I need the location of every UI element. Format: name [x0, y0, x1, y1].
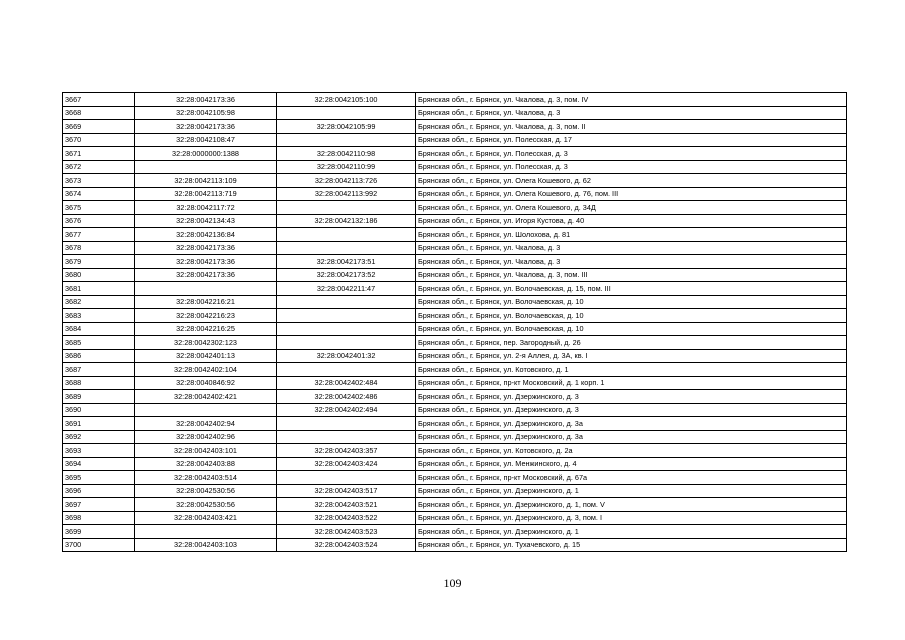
row-number-cell: 3668: [63, 106, 135, 120]
table-row: [63, 457, 847, 471]
address-cell: Брянская обл., г. Брянск, ул. Полесская, д. 3: [416, 147, 847, 161]
object-cadastral-number-cell: [277, 106, 416, 120]
row-number-cell: 3677: [63, 228, 135, 242]
land-cadastral-number-cell: 32:28:0042117:72: [135, 201, 277, 215]
row-number-cell: 3696: [63, 484, 135, 498]
land-cadastral-number-cell: 32:28:0042113:719: [135, 187, 277, 201]
table-row: [63, 93, 847, 107]
table-row: [63, 268, 847, 282]
address-cell: Брянская обл., г. Брянск, ул. 2-я Аллея, д. 3А, кв. I: [416, 349, 847, 363]
object-cadastral-number-cell: 32:28:0042401:32: [277, 349, 416, 363]
object-cadastral-number-cell: 32:28:0042403:524: [277, 538, 416, 552]
table-row: [63, 349, 847, 363]
row-number-cell: 3680: [63, 268, 135, 282]
row-number-cell: 3698: [63, 511, 135, 525]
land-cadastral-number-cell: [135, 525, 277, 539]
table-row: [63, 174, 847, 188]
land-cadastral-number-cell: 32:28:0042402:421: [135, 390, 277, 404]
table-row: [63, 498, 847, 512]
table-row: [63, 201, 847, 215]
object-cadastral-number-cell: 32:28:0042173:51: [277, 255, 416, 269]
table-row: [63, 484, 847, 498]
row-number-cell: 3679: [63, 255, 135, 269]
address-cell: Брянская обл., г. Брянск, ул. Волочаевская, д. 10: [416, 309, 847, 323]
land-cadastral-number-cell: 32:28:0042105:98: [135, 106, 277, 120]
table-row: [63, 376, 847, 390]
address-cell: Брянская обл., г. Брянск, ул. Чкалова, д. 3, пом. III: [416, 268, 847, 282]
land-cadastral-number-cell: 32:28:0040846:92: [135, 376, 277, 390]
address-cell: Брянская обл., г. Брянск, ул. Дзержинского, д. 3: [416, 390, 847, 404]
row-number-cell: 3695: [63, 471, 135, 485]
object-cadastral-number-cell: 32:28:0042105:100: [277, 93, 416, 107]
register-table-body: [63, 93, 847, 552]
row-number-cell: 3671: [63, 147, 135, 161]
land-cadastral-number-cell: 32:28:0042113:109: [135, 174, 277, 188]
row-number-cell: 3687: [63, 363, 135, 377]
object-cadastral-number-cell: [277, 295, 416, 309]
row-number-cell: 3692: [63, 430, 135, 444]
address-cell: Брянская обл., г. Брянск, пр-кт Московский, д. 1 корп. 1: [416, 376, 847, 390]
object-cadastral-number-cell: 32:28:0042403:523: [277, 525, 416, 539]
object-cadastral-number-cell: [277, 309, 416, 323]
object-cadastral-number-cell: [277, 228, 416, 242]
object-cadastral-number-cell: 32:28:0042402:484: [277, 376, 416, 390]
object-cadastral-number-cell: 32:28:0042132:186: [277, 214, 416, 228]
row-number-cell: 3672: [63, 160, 135, 174]
row-number-cell: 3669: [63, 120, 135, 134]
object-cadastral-number-cell: 32:28:0042403:357: [277, 444, 416, 458]
row-number-cell: 3678: [63, 241, 135, 255]
object-cadastral-number-cell: 32:28:0042105:99: [277, 120, 416, 134]
table-row: [63, 511, 847, 525]
row-number-cell: 3681: [63, 282, 135, 296]
address-cell: Брянская обл., г. Брянск, ул. Полесская, д. 3: [416, 160, 847, 174]
land-cadastral-number-cell: [135, 403, 277, 417]
table-row: [63, 417, 847, 431]
address-cell: Брянская обл., г. Брянск, ул. Дзержинского, д. 1: [416, 484, 847, 498]
table-row: [63, 282, 847, 296]
address-cell: Брянская обл., г. Брянск, ул. Менжинского, д. 4: [416, 457, 847, 471]
land-cadastral-number-cell: 32:28:0042530:56: [135, 484, 277, 498]
object-cadastral-number-cell: [277, 363, 416, 377]
address-cell: Брянская обл., г. Брянск, ул. Котовского, д. 1: [416, 363, 847, 377]
table-row: [63, 471, 847, 485]
address-cell: Брянская обл., г. Брянск, ул. Дзержинского, д. 1, пом. V: [416, 498, 847, 512]
table-row: [63, 228, 847, 242]
row-number-cell: 3694: [63, 457, 135, 471]
row-number-cell: 3674: [63, 187, 135, 201]
object-cadastral-number-cell: 32:28:0042403:517: [277, 484, 416, 498]
address-cell: Брянская обл., г. Брянск, пер. Загородный, д. 26: [416, 336, 847, 350]
land-cadastral-number-cell: 32:28:0042402:96: [135, 430, 277, 444]
row-number-cell: 3700: [63, 538, 135, 552]
land-cadastral-number-cell: 32:28:0042216:21: [135, 295, 277, 309]
address-cell: Брянская обл., г. Брянск, ул. Олега Кошевого, д. 62: [416, 174, 847, 188]
table-row: [63, 187, 847, 201]
row-number-cell: 3697: [63, 498, 135, 512]
property-register-table: [62, 92, 847, 552]
land-cadastral-number-cell: 32:28:0042216:23: [135, 309, 277, 323]
row-number-cell: 3676: [63, 214, 135, 228]
land-cadastral-number-cell: 32:28:0042403:103: [135, 538, 277, 552]
land-cadastral-number-cell: 32:28:0042403:88: [135, 457, 277, 471]
table-row: [63, 336, 847, 350]
address-cell: Брянская обл., г. Брянск, ул. Полесская, д. 17: [416, 133, 847, 147]
address-cell: Брянская обл., г. Брянск, ул. Дзержинского, д. 3а: [416, 417, 847, 431]
object-cadastral-number-cell: [277, 241, 416, 255]
object-cadastral-number-cell: 32:28:0042113:726: [277, 174, 416, 188]
object-cadastral-number-cell: [277, 471, 416, 485]
table-row: [63, 295, 847, 309]
row-number-cell: 3675: [63, 201, 135, 215]
object-cadastral-number-cell: 32:28:0042110:99: [277, 160, 416, 174]
land-cadastral-number-cell: 32:28:0042401:13: [135, 349, 277, 363]
table-row: [63, 214, 847, 228]
object-cadastral-number-cell: [277, 430, 416, 444]
table-row: [63, 241, 847, 255]
row-number-cell: 3685: [63, 336, 135, 350]
table-row: [63, 430, 847, 444]
object-cadastral-number-cell: 32:28:0042211:47: [277, 282, 416, 296]
page-number: 109: [443, 576, 462, 590]
address-cell: Брянская обл., г. Брянск, ул. Чкалова, д. 3: [416, 255, 847, 269]
object-cadastral-number-cell: [277, 417, 416, 431]
address-cell: Брянская обл., г. Брянск, пр-кт Московский, д. 67а: [416, 471, 847, 485]
row-number-cell: 3684: [63, 322, 135, 336]
row-number-cell: 3693: [63, 444, 135, 458]
land-cadastral-number-cell: 32:28:0042173:36: [135, 120, 277, 134]
object-cadastral-number-cell: 32:28:0042402:486: [277, 390, 416, 404]
object-cadastral-number-cell: [277, 336, 416, 350]
address-cell: Брянская обл., г. Брянск, ул. Котовского, д. 2а: [416, 444, 847, 458]
land-cadastral-number-cell: 32:28:0042402:94: [135, 417, 277, 431]
address-cell: Брянская обл., г. Брянск, ул. Чкалова, д. 3, пом. II: [416, 120, 847, 134]
table-row: [63, 133, 847, 147]
land-cadastral-number-cell: 32:28:0042302:123: [135, 336, 277, 350]
table-row: [63, 322, 847, 336]
address-cell: Брянская обл., г. Брянск, ул. Шолохова, д. 81: [416, 228, 847, 242]
table-row: [63, 363, 847, 377]
address-cell: Брянская обл., г. Брянск, ул. Дзержинского, д. 3: [416, 403, 847, 417]
table-row: [63, 390, 847, 404]
table-row: [63, 538, 847, 552]
land-cadastral-number-cell: 32:28:0042136:84: [135, 228, 277, 242]
row-number-cell: 3667: [63, 93, 135, 107]
row-number-cell: 3683: [63, 309, 135, 323]
row-number-cell: 3688: [63, 376, 135, 390]
address-cell: Брянская обл., г. Брянск, ул. Олега Кошевого, д. 34Д: [416, 201, 847, 215]
object-cadastral-number-cell: 32:28:0042173:52: [277, 268, 416, 282]
land-cadastral-number-cell: 32:28:0042403:514: [135, 471, 277, 485]
land-cadastral-number-cell: 32:28:0042173:36: [135, 241, 277, 255]
object-cadastral-number-cell: [277, 133, 416, 147]
address-cell: Брянская обл., г. Брянск, ул. Волочаевская, д. 10: [416, 295, 847, 309]
row-number-cell: 3686: [63, 349, 135, 363]
land-cadastral-number-cell: 32:28:0000000:1388: [135, 147, 277, 161]
address-cell: Брянская обл., г. Брянск, ул. Олега Кошевого, д. 76, пом. III: [416, 187, 847, 201]
land-cadastral-number-cell: 32:28:0042530:56: [135, 498, 277, 512]
table-row: [63, 403, 847, 417]
address-cell: Брянская обл., г. Брянск, ул. Дзержинского, д. 3а: [416, 430, 847, 444]
row-number-cell: 3673: [63, 174, 135, 188]
object-cadastral-number-cell: 32:28:0042403:522: [277, 511, 416, 525]
object-cadastral-number-cell: [277, 322, 416, 336]
row-number-cell: 3689: [63, 390, 135, 404]
land-cadastral-number-cell: 32:28:0042216:25: [135, 322, 277, 336]
address-cell: Брянская обл., г. Брянск, ул. Волочаевская, д. 15, пом. III: [416, 282, 847, 296]
row-number-cell: 3690: [63, 403, 135, 417]
object-cadastral-number-cell: 32:28:0042403:424: [277, 457, 416, 471]
table-row: [63, 255, 847, 269]
object-cadastral-number-cell: 32:28:0042113:992: [277, 187, 416, 201]
table-row: [63, 309, 847, 323]
land-cadastral-number-cell: 32:28:0042403:101: [135, 444, 277, 458]
land-cadastral-number-cell: 32:28:0042108:47: [135, 133, 277, 147]
address-cell: Брянская обл., г. Брянск, ул. Волочаевская, д. 10: [416, 322, 847, 336]
land-cadastral-number-cell: [135, 282, 277, 296]
row-number-cell: 3670: [63, 133, 135, 147]
address-cell: Брянская обл., г. Брянск, ул. Дзержинского, д. 1: [416, 525, 847, 539]
object-cadastral-number-cell: [277, 201, 416, 215]
address-cell: Брянская обл., г. Брянск, ул. Чкалова, д. 3, пом. IV: [416, 93, 847, 107]
land-cadastral-number-cell: 32:28:0042173:36: [135, 93, 277, 107]
object-cadastral-number-cell: 32:28:0042402:494: [277, 403, 416, 417]
table-row: [63, 120, 847, 134]
table-row: [63, 444, 847, 458]
land-cadastral-number-cell: 32:28:0042173:36: [135, 255, 277, 269]
address-cell: Брянская обл., г. Брянск, ул. Чкалова, д. 3: [416, 241, 847, 255]
land-cadastral-number-cell: 32:28:0042134:43: [135, 214, 277, 228]
row-number-cell: 3699: [63, 525, 135, 539]
object-cadastral-number-cell: 32:28:0042403:521: [277, 498, 416, 512]
object-cadastral-number-cell: 32:28:0042110:98: [277, 147, 416, 161]
land-cadastral-number-cell: 32:28:0042173:36: [135, 268, 277, 282]
address-cell: Брянская обл., г. Брянск, ул. Игоря Кустова, д. 40: [416, 214, 847, 228]
row-number-cell: 3682: [63, 295, 135, 309]
address-cell: Брянская обл., г. Брянск, ул. Дзержинского, д. 3, пом. I: [416, 511, 847, 525]
row-number-cell: 3691: [63, 417, 135, 431]
table-row: [63, 160, 847, 174]
land-cadastral-number-cell: 32:28:0042402:104: [135, 363, 277, 377]
address-cell: Брянская обл., г. Брянск, ул. Чкалова, д. 3: [416, 106, 847, 120]
table-row: [63, 525, 847, 539]
address-cell: Брянская обл., г. Брянск, ул. Тухачевского, д. 15: [416, 538, 847, 552]
land-cadastral-number-cell: [135, 160, 277, 174]
land-cadastral-number-cell: 32:28:0042403:421: [135, 511, 277, 525]
table-row: [63, 147, 847, 161]
table-row: [63, 106, 847, 120]
